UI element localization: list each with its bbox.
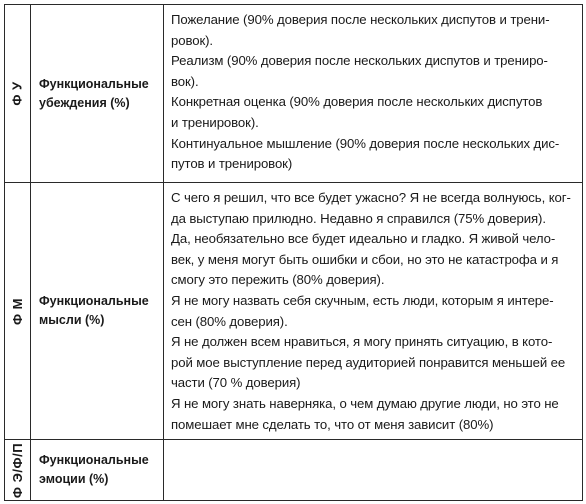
content-line: да выступаю прилюдно. Недавно я справился (75% доверия). (171, 210, 546, 226)
row-label-text: Функциональные мысли (%) (39, 294, 149, 327)
content-line: Реализм (90% доверия после нескольких диспутов и трениро- (171, 53, 548, 69)
row-label-text: Функциональные убеждения (%) (39, 76, 149, 110)
content-line: Я не могу знать наверняка, о чем думаю другие люди, но это не (171, 395, 559, 411)
row-code-text: Ф Э/Ф/П (10, 442, 25, 498)
content-line: рой мое выступление перед аудиторией понравится меньшей ее (171, 354, 566, 370)
row-label-text: Функциональные эмоции (%) (39, 453, 149, 486)
row-content-functional-beliefs (164, 5, 582, 183)
content-line: части (70 % доверия) (171, 375, 301, 391)
content-line: Я не должен всем нравиться, я могу принять ситуацию, в кото- (171, 334, 553, 350)
row-label-functional-thoughts (31, 183, 164, 440)
row-label-functional-beliefs (31, 5, 164, 183)
content-line: путов и тренировок) (171, 156, 293, 172)
content-line: ровок). (171, 32, 213, 48)
content-line: помешает мне сделать то, что от меня зависит (80%) (171, 416, 494, 432)
content-line: смогу это пережить (80% доверия). (171, 272, 385, 288)
row-code-text: Ф М (10, 297, 26, 325)
content-line: век, у меня могут быть ошибки и сбои, но это не катастрофа и я (171, 251, 559, 267)
content-line: вок). (171, 73, 199, 89)
row-code-text: Ф У (9, 81, 25, 106)
content-line: С чего я решил, что все будет ужасно? Я не всегда волнуюсь, ког- (171, 190, 571, 205)
row-code-fm (5, 183, 31, 440)
content-line: Да, необязательно все будет идеально и гладко. Я живой чело- (171, 231, 556, 247)
row-label-functional-emotions (31, 440, 164, 500)
content-line: Континуальное мышление (90% доверия после нескольких дис- (171, 135, 560, 151)
row-code-fu (5, 5, 31, 183)
content-line: сен (80% доверия). (171, 313, 288, 329)
content-line: и тренировок). (171, 114, 259, 130)
row-content-functional-emotions (164, 440, 582, 500)
content-line: Пожелание (90% доверия после нескольких диспутов и трени- (171, 12, 550, 27)
row-content-functional-thoughts (164, 183, 582, 440)
content-line: Конкретная оценка (90% доверия после нескольких диспутов (171, 94, 543, 110)
content-line: Я не могу назвать себя скучным, есть люди, которым я интере- (171, 292, 554, 308)
row-code-fefp (5, 440, 31, 500)
functional-table (4, 4, 583, 501)
